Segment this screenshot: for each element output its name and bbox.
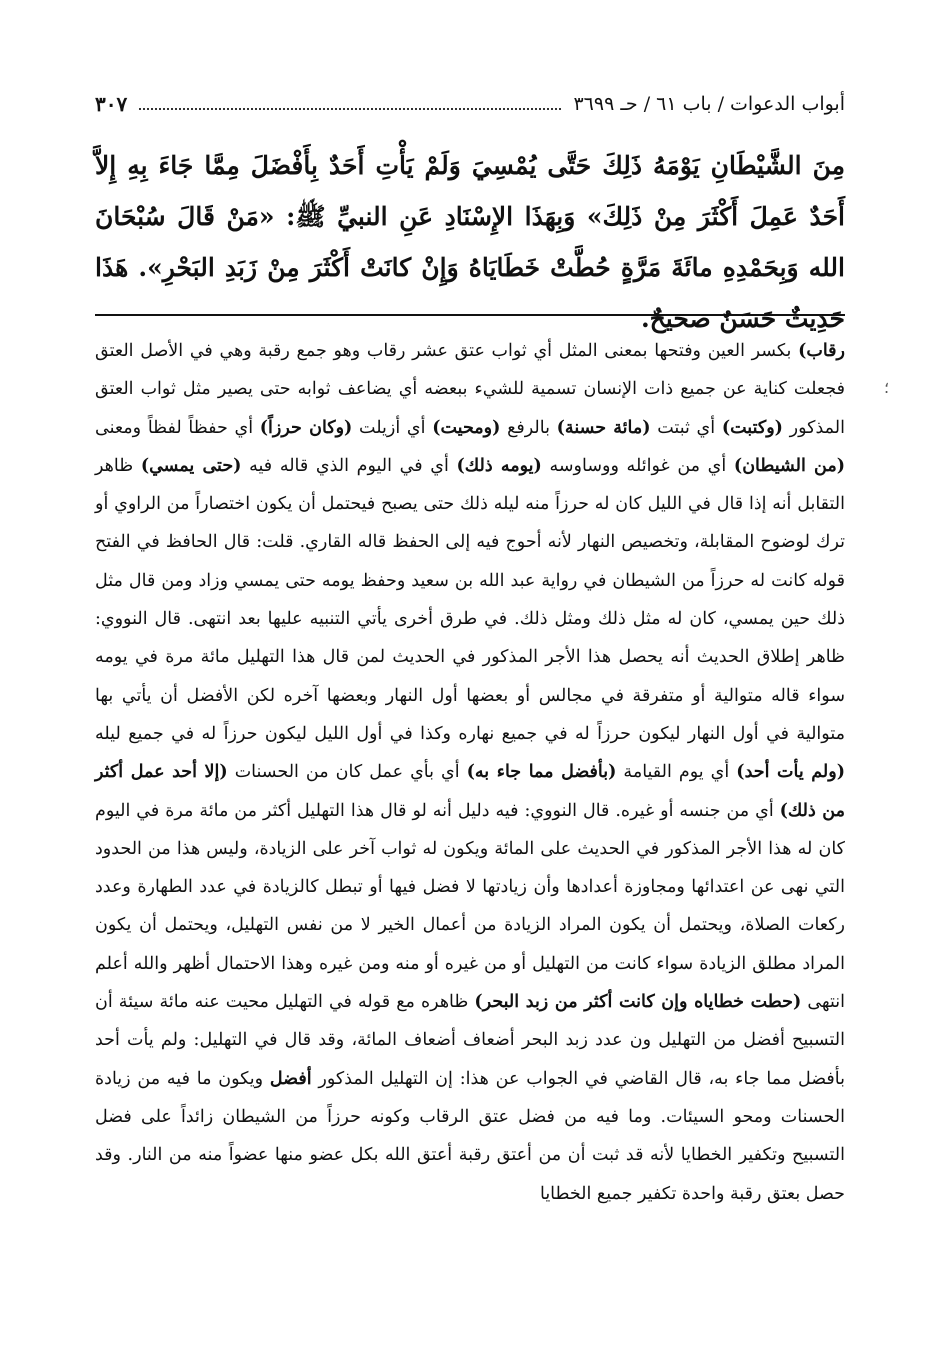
commentary-segment: بالرفع <box>500 417 557 438</box>
commentary-segment: (حطت خطاياه وإن كانت أكثر من زبد البحر) <box>474 992 802 1013</box>
page-header <box>95 88 845 120</box>
commentary-segment: أي في اليوم الذي قاله فيه <box>241 455 457 476</box>
commentary-segment: ظاهر التقابل أنه إذا قال في الليل كان له حرزاً منه ليله ذلك حتى يصبح فيحتمل أن يكون اختصاراً من الراوي أو ترك لوضوح المقابلة، وتخصيص النهار لأنه أحوج فيه إلى الحفظ قاله القاري. قلت: قال الحافظ في الفتح قوله كانت له حرزاً من الشيطان في رواية عبد الله بن سعيد وحفظ يومه حتى يمسي وزاد ومن قال مثل ذلك حين يمسي، كان له مثل ذلك ومثل ذلك. في طرق أخرى يأتي التنبيه عليها بعد انتهى. قال النووي: ظاهر إطلاق الحديث أنه يحصل هذا الأجر المذكور في الحديث لمن قال هذا التهليل مائة مرة في يومه سواء قاله متوالية أو متفرقة في مجالس أو بعضها أول النهار وبعضها آخره لكن الأفضل أن يأتي بها متوالية في أول النهار ليكون حرزاً له في جميع نهاره وكذا في أول الليل ليكون حرزاً له في جميع ليله <box>95 455 845 744</box>
margin-mark: ؛ <box>884 378 890 397</box>
commentary-segment: (بأفضل مما جاء به) <box>466 762 617 783</box>
commentary-segment: أفضل <box>269 1068 312 1089</box>
commentary-segment: (وكتبت) <box>721 417 783 438</box>
commentary-segment: (يومه ذلك) <box>456 455 542 476</box>
header-leader-dots <box>139 98 561 110</box>
commentary-segment: (وكان حرزاً) <box>259 417 353 438</box>
commentary-segment: أي حفظاً لفظاً ومعنى <box>95 417 260 438</box>
running-title: أبواب الدعوات / باب ٦١ / حـ ٣٦٩٩ <box>573 93 845 115</box>
hadith-text: مِنَ الشَّيْطَانِ يَوْمَهُ ذَلِكَ حَتَّى يُمْسِيَ وَلَمْ يَأْتِ أَحَدٌ بِأَفْضَلَ مِمَّا جَاءَ بِهِ إِلاَّ أَحَدٌ عَمِلَ أَكْثَرَ مِنْ ذَلِكَ» وَبِهَذَا الإِسْنَادِ عَنِ النبيِّ ﷺ: «مَنْ قَالَ سُبْحَانَ الله وَبِحَمْدِهِ مائَةَ مَرَّةٍ حُطَّتْ خَطَايَاهُ وَإِنْ كانَتْ أَكْثَرَ مِنْ زَبَدِ البَحْرِ». هَذَا حَدِيثٌ حَسَنٌ صحيحٌ. <box>95 151 845 333</box>
commentary-segment: (إلا أحد عمل أكثر من ذلك) <box>95 762 845 821</box>
commentary-segment: (ولم يأت أحد) <box>736 762 845 783</box>
commentary-text <box>95 332 845 1213</box>
section-divider <box>95 314 845 316</box>
commentary-segment: أي أزيلت <box>352 417 433 438</box>
commentary-segment: أي من غوائله ووساوسه <box>541 455 734 476</box>
commentary-segment: أي بأي عمل كان من الحسنات <box>227 762 467 783</box>
commentary-segment: (ومحيت) <box>432 417 501 438</box>
commentary-segment: ويكون ما فيه من زيادة الحسنات ومحو السيئات. وما فيه من فضل عتق الرقاب وكونه حرزاً من الشيطان زائداً على فضل التسبيح وتكفير الخطايا لأنه قد ثبت أن من أعتق رقبة أعتق الله بكل عضو منها عضواً منه من النار. وقد حصل بعتق رقبة واحدة تكفير جميع الخطايا <box>95 1068 845 1204</box>
commentary-segment: بكسر العين وفتحها بمعنى المثل أي ثواب عتق عشر رقاب وهو جمع رقبة وهي في الأصل العتق فجعلت كناية عن جميع ذات الإنسان تسمية للشيء ببعضه أي يضاعف ثوابه حتى يصير مثل ثواب العتق المذكور <box>95 341 845 438</box>
commentary-segment: أي يوم القيامة <box>616 762 737 783</box>
commentary-segment: رقاب) <box>798 341 845 361</box>
commentary-segment: أي ثبتت <box>650 417 722 438</box>
commentary-segment: ظاهره مع قوله في التهليل محيت عنه مائة سيئة أن التسبيح أفضل من التهليل ون عدد زبد البحر أضعاف أضعاف المائة، وقد قال في التهليل: ولم يأت أحد بأفضل مما جاء به، قال القاضي في الجواب عن هذا: إن التهليل المذكور <box>95 992 845 1089</box>
commentary-segment: (من الشيطان) <box>733 455 845 476</box>
commentary-segment: (مائة حسنة) <box>556 417 651 438</box>
commentary-segment: (حتى يمسي) <box>140 455 242 476</box>
commentary-segment: أي من جنسه أو غيره. قال النووي: فيه دليل أنه لو قال هذا التهليل أكثر من مائة مرة في اليوم كان له هذا الأجر المذكور في الحديث على المائة ويكون له ثواب آخر على الزيادة، وليس هذا من الحدود التي نهى عن اعتدائها ومجاوزة أعدادها وأن زيادتها لا فضل فيها أو تبطل كالزيادة في عدد الطهارة وعدد ركعات الصلاة، ويحتمل أن يكون المراد الزيادة من أعمال الخير لا من نفس التهليل، ويحتمل أن يكون المراد مطلق الزيادة سواء كانت من التهليل أو من غيره أو منه ومن غيره وهذا الاحتمال أظهر والله أعلم انتهى <box>95 800 845 1013</box>
page-number: ٣٠٧ <box>95 92 128 116</box>
